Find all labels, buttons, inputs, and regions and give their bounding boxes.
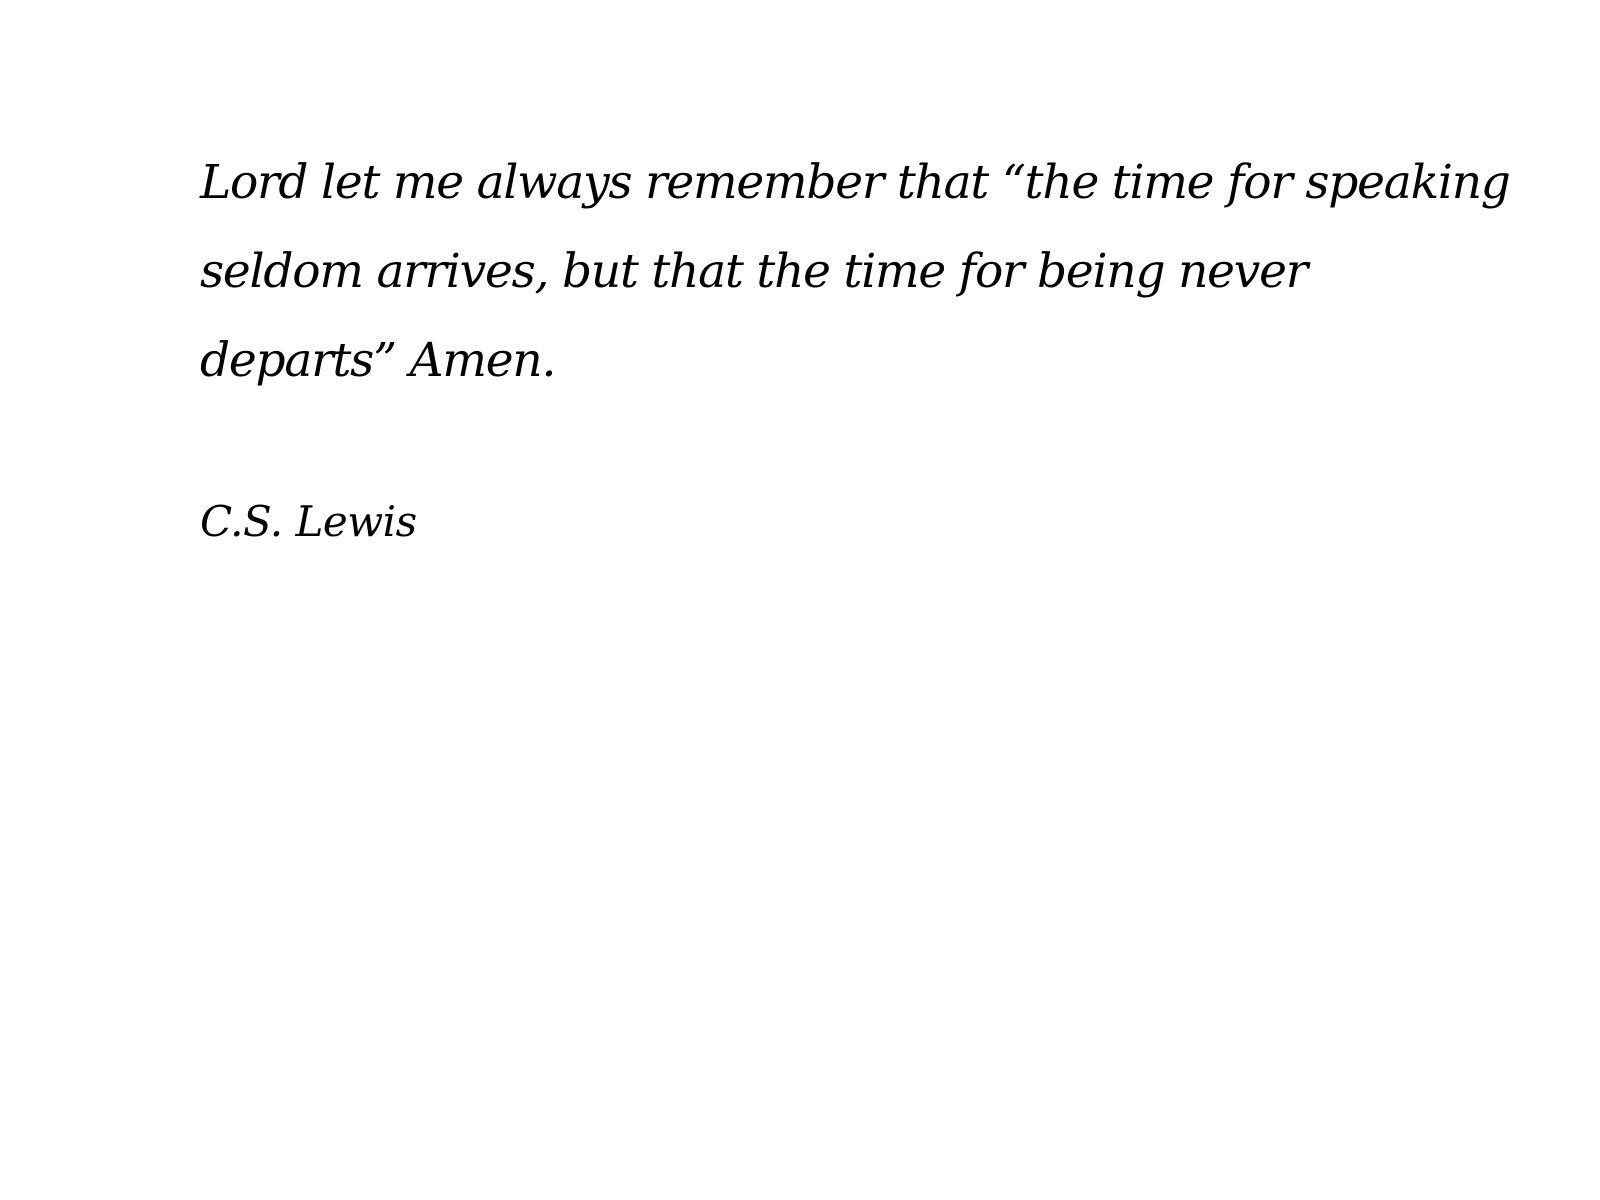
quote-attribution: C.S. Lewis xyxy=(200,497,417,546)
quote-text xyxy=(200,138,1510,405)
quote-line-2: seldom arrives, but that the time for being never xyxy=(200,244,1307,299)
quote-line-3: departs” Amen. xyxy=(200,333,556,388)
quote-line-1: Lord let me always remember that “the time for speaking xyxy=(200,155,1510,210)
